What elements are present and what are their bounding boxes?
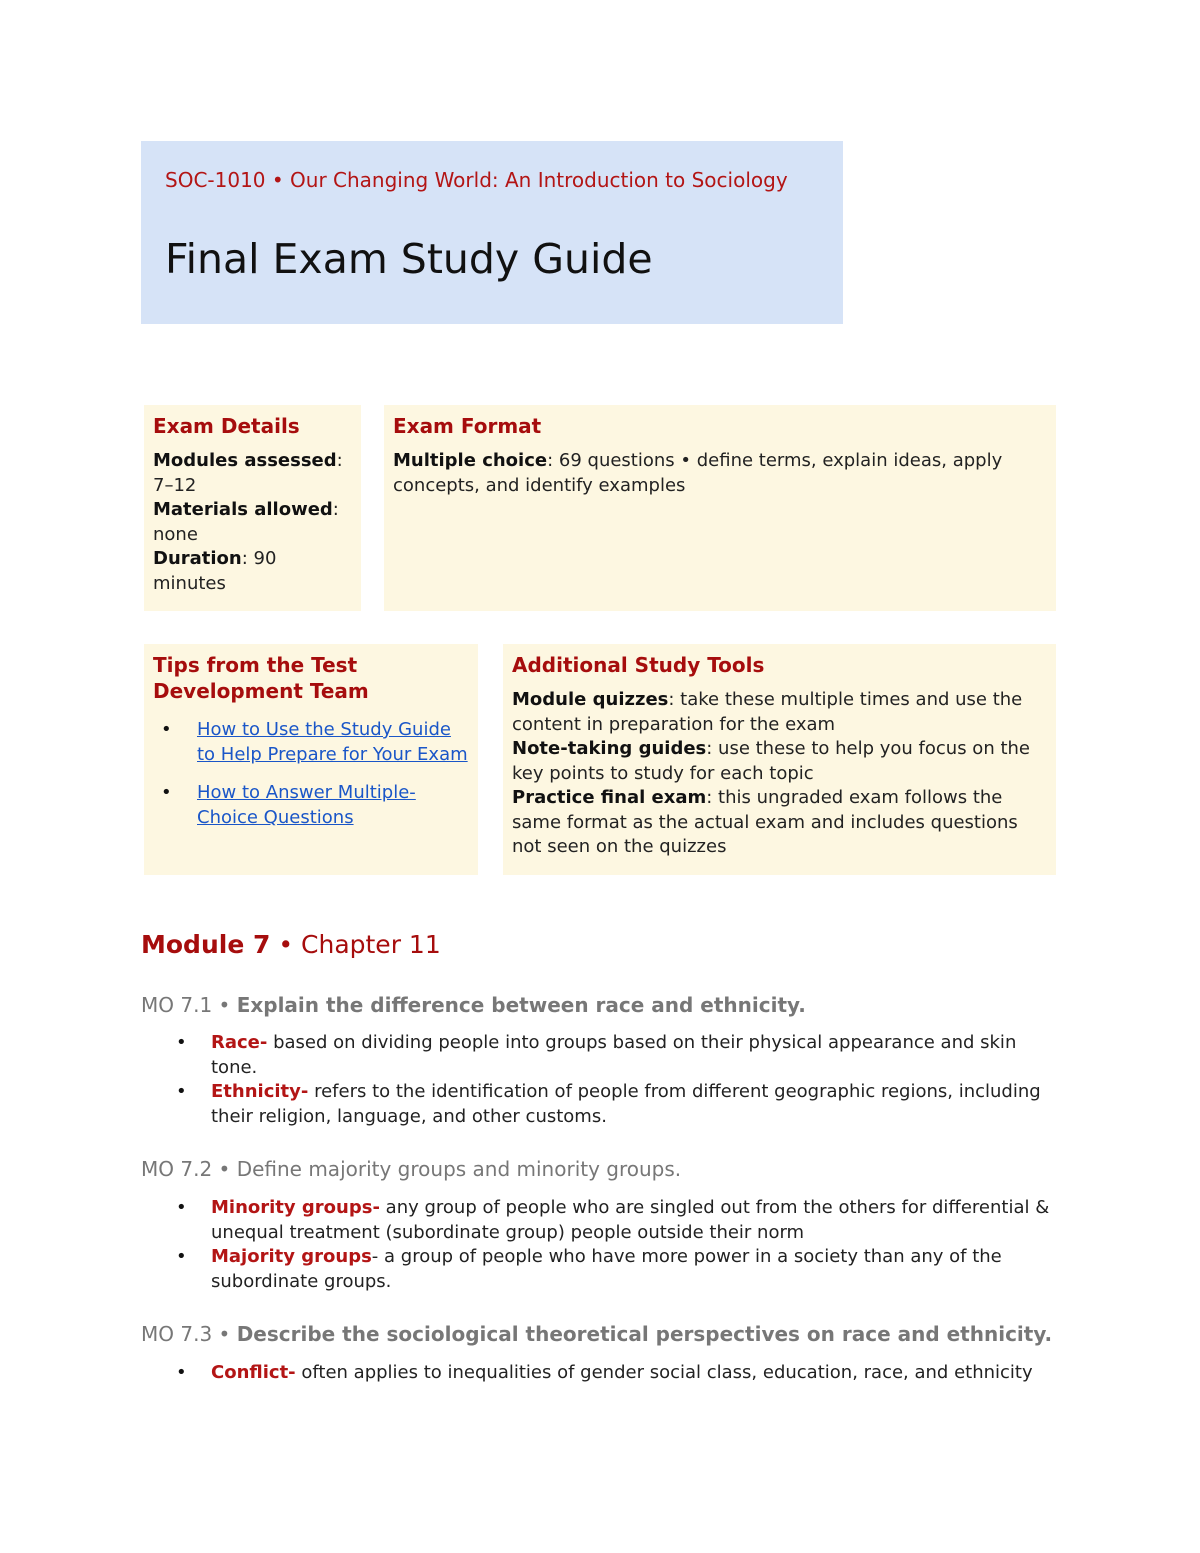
- list-item: • Majority groups- a group of people who have more power in a society than any of the subordinate groups.: [141, 1245, 1061, 1294]
- tool-note-taking-guides: Note-taking guides: use these to help you focus on the key points to study for each topic: [512, 738, 1030, 784]
- list-item: • Ethnicity- refers to the identification of people from different geographic regions, including their religion, language, and other customs.: [141, 1080, 1061, 1129]
- header-banner: [141, 141, 843, 324]
- study-tools-heading: Additional Study Tools: [512, 653, 765, 677]
- definition-list-7-2: [141, 1196, 1061, 1294]
- tool-practice-final-exam: Practice final exam: this ungraded exam follows the same format as the actual exam and includes questions not seen on the quizzes: [512, 787, 1018, 857]
- tool-module-quizzes: Module quizzes: take these multiple times and use the content in preparation for the exam: [512, 689, 1023, 735]
- course-name: SOC-1010 • Our Changing World: An Introduction to Sociology: [165, 168, 788, 192]
- page-title: Final Exam Study Guide: [165, 235, 653, 283]
- list-item: • Conflict- often applies to inequalities of gender social class, education, race, and ethnicity: [141, 1361, 1061, 1386]
- exam-format-heading: Exam Format: [393, 414, 542, 438]
- definition-list-7-3: [141, 1361, 1061, 1386]
- tips-card: [144, 644, 478, 875]
- list-item: [153, 781, 469, 830]
- exam-details-card: [144, 405, 361, 611]
- objective-heading-7-1: MO 7.1 • Explain the difference between race and ethnicity.: [141, 993, 806, 1017]
- materials-allowed: Materials allowed: none: [153, 499, 339, 545]
- tips-heading: Tips from the Test Development Team: [153, 653, 369, 703]
- study-guide-help-link[interactable]: How to Use the Study Guide to Help Prepare for Your Exam: [197, 719, 468, 765]
- multiple-choice-help-link[interactable]: How to Answer Multiple-Choice Questions: [197, 782, 416, 828]
- duration: Duration: 90 minutes: [153, 548, 277, 594]
- objective-heading-7-3: MO 7.3 • Describe the sociological theoretical perspectives on race and ethnicity.: [141, 1322, 1053, 1346]
- exam-format-card: [384, 405, 1056, 611]
- list-item: • Race- based on dividing people into groups based on their physical appearance and skin tone.: [141, 1031, 1061, 1080]
- exam-details-body: [153, 449, 352, 596]
- definition-list-7-1: [141, 1031, 1061, 1129]
- list-item: [153, 718, 469, 767]
- modules-assessed: Modules assessed: 7–12: [153, 450, 343, 496]
- tips-link-list: [153, 718, 469, 830]
- exam-details-heading: Exam Details: [153, 414, 300, 438]
- exam-format-body: Multiple choice: 69 questions • define terms, explain ideas, apply concepts, and identify examples: [393, 450, 1003, 496]
- study-tools-card: [503, 644, 1056, 875]
- study-tools-body: [512, 688, 1047, 860]
- module-heading: Module 7 • Chapter 11: [141, 930, 441, 959]
- list-item: • Minority groups- any group of people who are singled out from the others for differential & unequal treatment (subordinate group) people outside their norm: [141, 1196, 1061, 1245]
- objective-heading-7-2: MO 7.2 • Define majority groups and minority groups.: [141, 1157, 682, 1181]
